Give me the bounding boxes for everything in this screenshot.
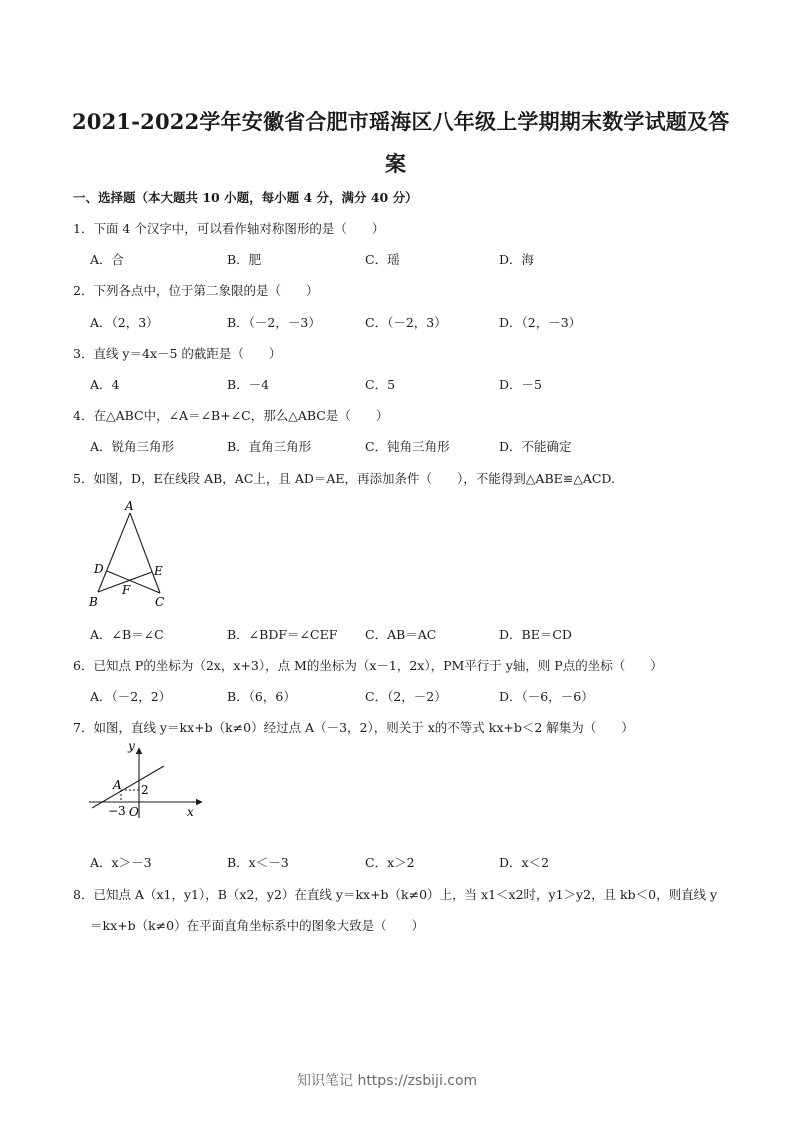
page-title: 2021-2022学年安徽省合肥市瑶海区八年级上学期期末数学试题及答 <box>72 109 730 134</box>
label-d: D <box>94 562 104 576</box>
segment-ab <box>98 513 130 592</box>
q6-option-b: B．（6，6） <box>227 689 296 704</box>
q2-option-c: C．（－2，3） <box>365 315 447 330</box>
question-4: 4．在△ABC中，∠A＝∠B+∠C，那么△ABC是（ ） <box>73 408 389 423</box>
question-8-continued: ＝kx+b（k≠0）在平面直角坐标系中的图象大致是（ ） <box>90 918 425 933</box>
question-3: 3．直线 y＝4x－5 的截距是（ ） <box>73 346 282 361</box>
tick-label-2: 2 <box>141 783 149 797</box>
point-label-a: A <box>113 778 122 792</box>
q5-option-c: C．AB＝AC <box>365 627 437 642</box>
q1-option-b: B．肥 <box>227 252 262 267</box>
page-title-continued: 案 <box>385 151 407 176</box>
q7-option-a: A．x＞－3 <box>90 855 152 870</box>
q5-option-b: B．∠BDF＝∠CEF <box>227 627 338 642</box>
tick-label-neg3: −3 <box>108 804 126 818</box>
label-f: F <box>122 583 131 597</box>
origin-label: O <box>129 805 139 819</box>
q2-option-a: A．（2，3） <box>90 315 159 330</box>
question-6: 6．已知点 P的坐标为（2x，x+3），点 M的坐标为（x－1，2x），PM平行于 y轴，则 P点的坐标（ ） <box>73 658 663 673</box>
q3-option-d: D．－5 <box>499 377 542 392</box>
q3-option-c: C．5 <box>365 377 396 392</box>
q4-option-b: B．直角三角形 <box>227 439 312 454</box>
q6-option-d: D．（－6，－6） <box>499 689 594 704</box>
q7-option-c: C．x＞2 <box>365 855 415 870</box>
q2-option-b: B．（－2，－3） <box>227 315 321 330</box>
q4-option-d: D．不能确定 <box>499 439 572 454</box>
section-heading: 一、选择题（本大题共 10 小题，每小题 4 分，满分 40 分） <box>73 190 418 205</box>
question-8: 8．已知点 A（x1，y1），B（x2，y2）在直线 y＝kx+b（k≠0）上，当 x1＜x2时，y1＞y2，且 kb＜0，则直线 y <box>73 887 718 902</box>
q6-option-a: A．（－2，2） <box>90 689 172 704</box>
label-c: C <box>155 595 165 609</box>
axis-label-y: y <box>128 739 135 753</box>
q1-option-d: D．海 <box>499 252 535 267</box>
graph-figure <box>84 738 209 823</box>
question-1: 1．下面 4 个汉字中，可以看作轴对称图形的是（ ） <box>73 221 385 236</box>
q2-option-d: D．（2，－3） <box>499 315 582 330</box>
q1-option-a: A．合 <box>90 252 125 267</box>
triangle-figure <box>84 495 184 610</box>
q7-option-d: D．x＜2 <box>499 855 550 870</box>
question-2: 2．下列各点中，位于第二象限的是（ ） <box>73 283 319 298</box>
label-b: B <box>89 595 98 609</box>
q4-option-c: C．钝角三角形 <box>365 439 450 454</box>
q3-option-a: A．4 <box>90 377 120 392</box>
axis-label-x: x <box>187 805 194 819</box>
label-e: E <box>154 564 163 578</box>
q6-option-c: C．（2，－2） <box>365 689 447 704</box>
q3-option-b: B．－4 <box>227 377 270 392</box>
question-5: 5．如图，D，E在线段 AB，AC上，且 AD＝AE，再添加条件（ ），不能得到△ABE≌△ACD. <box>73 471 615 486</box>
label-a: A <box>125 499 134 513</box>
q5-option-a: A．∠B＝∠C <box>90 627 164 642</box>
q5-option-d: D．BE＝CD <box>499 627 572 642</box>
q7-option-b: B．x＜－3 <box>227 855 289 870</box>
footer-watermark: 知识笔记 https://zsbiji.com <box>297 1073 478 1089</box>
q1-option-c: C．瑶 <box>365 252 400 267</box>
segment-ac <box>130 513 160 593</box>
segment-dc <box>107 571 160 593</box>
question-7: 7．如图，直线 y＝kx+b（k≠0）经过点 A（－3，2），则关于 x的不等式 kx+b＜2 解集为（ ） <box>73 720 634 735</box>
q4-option-a: A．锐角三角形 <box>90 439 175 454</box>
